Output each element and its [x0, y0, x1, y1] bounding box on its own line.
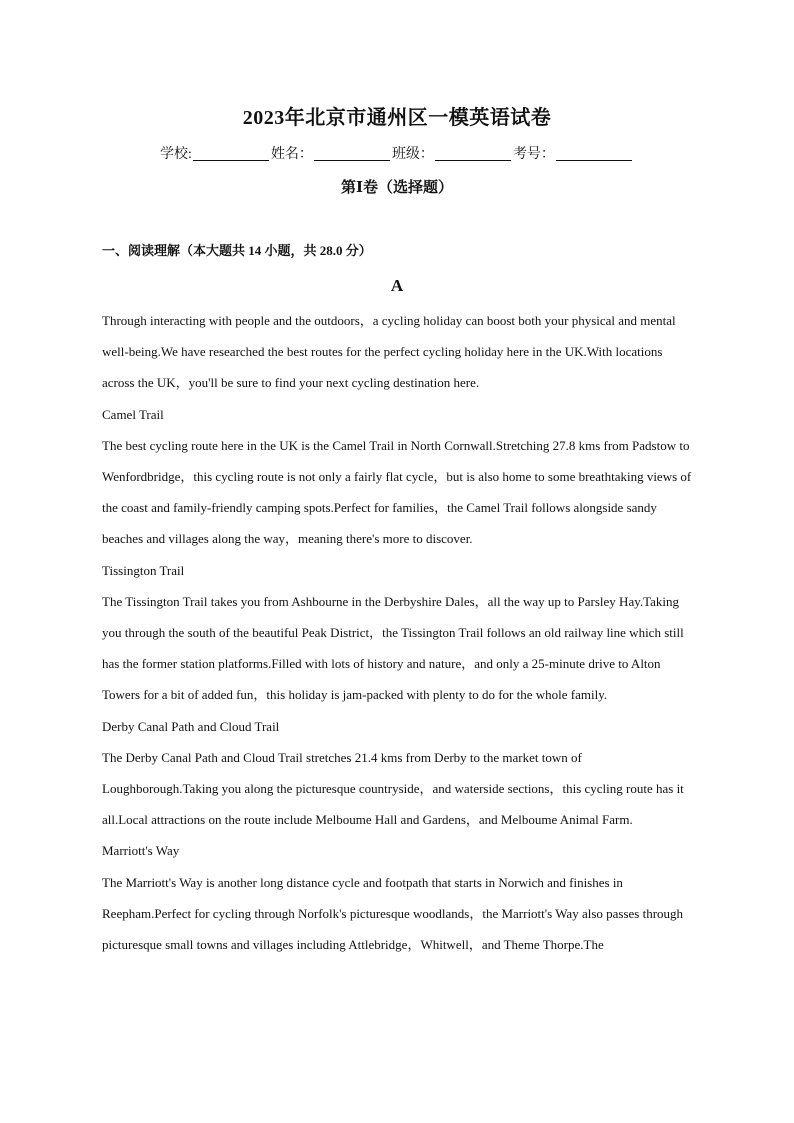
part-heading: 一、阅读理解（本大题共 14 小题，共 28.0 分）	[102, 243, 372, 258]
route-text-camel-trail: The best cycling route here in the UK is the Camel Trail in North Cornwall.Stretching 27.8 kms from Padstow to Wenfordbridge，this cycling route is not only a fairly flat cycle，but is also home to some breathtaking views of the coast and family-friendly camping spots.Perfect for families，the Camel Trail follows alongside sandy beaches and villages along the way，meaning there's more to discover.	[102, 437, 692, 547]
name-blank[interactable]	[314, 146, 390, 161]
name-label: 姓名：	[270, 147, 313, 162]
student-info-line	[102, 144, 692, 166]
route-text-derby-canal: The Derby Canal Path and Cloud Trail stretches 21.4 kms from Derby to the market town of Loughborough.Taking you along the picturesque countryside，and waterside sections，this cycling route has it all.Local attractions on the route include Melboume Hall and Gardens，and Melboume Animal Farm.	[102, 749, 684, 828]
route-heading-marriotts-way: Marriott's Way	[102, 843, 180, 859]
passage-label: A	[390, 276, 404, 295]
exam-number-label: 考号：	[512, 147, 555, 162]
route-heading-derby-canal: Derby Canal Path and Cloud Trail	[102, 718, 280, 734]
route-heading-camel-trail: Camel Trail	[102, 406, 164, 422]
route-text-tissington-trail: The Tissington Trail takes you from Ashbourne in the Derbyshire Dales，all the way up to Parsley Hay.Taking you through the south of the beautiful Peak District，the Tissington Trail follows an old railway line which still has the former station platforms.Filled with lots of history and nature，and only a 25-minute drive to Alton Towers for a bit of added fun，this holiday is jam-packed with plenty to do for the whole family.	[102, 593, 684, 703]
class-blank[interactable]	[435, 146, 511, 161]
passage-intro: Through interacting with people and the outdoors，a cycling holiday can boost both your physical and mental well-being.We have researched the best routes for the perfect cycling holiday here in the UK.With locations across the UK，you'll be sure to find your next cycling destination here.	[102, 313, 676, 391]
school-blank[interactable]	[193, 146, 269, 161]
volume-title: 第Ⅰ卷（选择题）	[340, 180, 454, 196]
passage-body	[102, 305, 692, 960]
class-label: 班级：	[391, 147, 434, 162]
school-label: 学校:	[160, 147, 192, 162]
route-heading-tissington-trail: Tissington Trail	[102, 562, 185, 578]
exam-number-blank[interactable]	[556, 146, 632, 161]
route-text-marriotts-way: The Marriott's Way is another long distance cycle and footpath that starts in Norwich and finishes in Reepham.Perfect for cycling through Norfolk's picturesque woodlands，the Marriott's Way also passes through picturesque small towns and villages including Attlebridge，Whitwell，and Theme Thorpe.The	[102, 874, 684, 953]
exam-title: 2023年北京市通州区一模英语试卷	[242, 107, 552, 129]
